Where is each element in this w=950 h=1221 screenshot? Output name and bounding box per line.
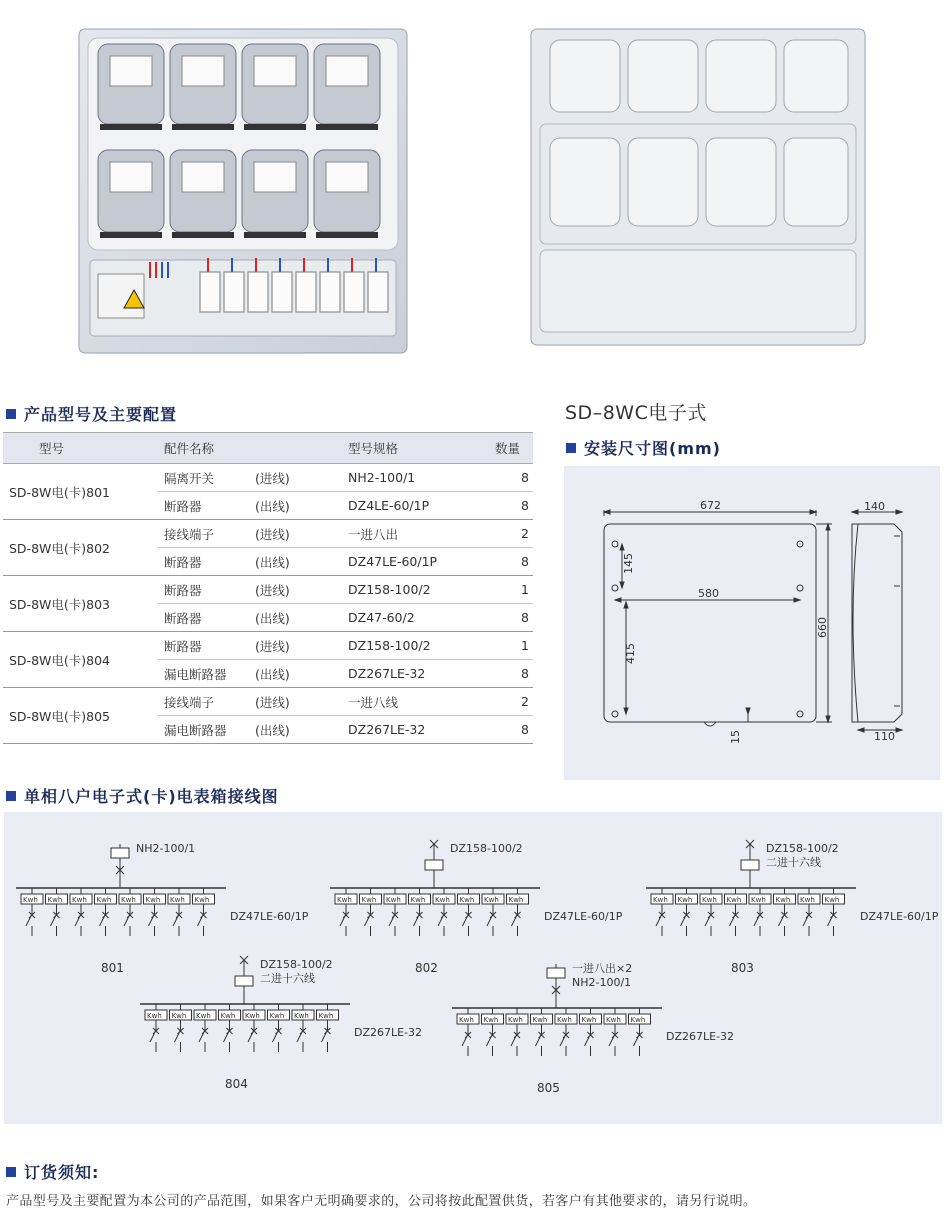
dir-cell: (出线) [249,604,342,632]
dir-cell: (出线) [249,548,342,576]
model-cell: SD-8W电(卡)804 [3,632,158,688]
part-cell: 隔离开关 [158,464,249,492]
dim-depth-label: 140 [864,500,885,513]
meter-label: Kwh [508,896,524,904]
part-cell: 接线端子 [158,520,249,548]
dim-hole-vertical-label: 415 [624,643,637,664]
meter-label: Kwh [318,1012,334,1020]
table-row [3,520,533,548]
qty-cell: 8 [489,548,533,576]
breaker-symbol [235,976,253,986]
branch-device-label: DZ47LE-60/1P [544,910,623,923]
meter-label: Kwh [196,1012,211,1020]
meter-label: Kwh [508,1016,523,1024]
diagram-id-label: 805 [537,1081,560,1095]
col-header-part: 配件名称 [158,433,249,464]
table-header-row [3,433,533,464]
table-row [3,464,533,492]
dir-cell: (进线) [249,464,342,492]
meter-label: Kwh [483,1016,499,1024]
spec-cell: DZ47-60/2 [342,604,489,632]
section-marker-icon [6,1167,16,1177]
meter-label: Kwh [630,1016,646,1024]
main-device-label: 二进十六线 [260,972,315,985]
spec-cell: DZ267LE-32 [342,660,489,688]
main-device-label: NH2-100/1 [136,842,196,855]
dir-cell: (出线) [249,716,342,744]
branch-device-label: DZ267LE-32 [354,1026,423,1039]
product-photo-cover [530,28,866,346]
col-header-spec: 型号规格 [342,433,489,464]
meter-label: Kwh [72,896,87,904]
dimension-drawing [564,466,940,780]
isolator-symbol [547,968,565,978]
meter-label: Kwh [145,896,161,904]
spec-cell: DZ158-100/2 [342,632,489,660]
meter-label: Kwh [484,896,499,904]
model-cell: SD-8W电(卡)805 [3,688,158,744]
spec-cell: DZ4LE-60/1P [342,492,489,520]
product-photo-open [78,28,408,354]
main-device-label: NH2-100/1 [572,976,632,989]
model-cell: SD-8W电(卡)801 [3,464,158,520]
isolator-symbol [111,848,129,858]
dir-cell: (出线) [249,492,342,520]
meter-label: Kwh [751,896,766,904]
part-cell: 漏电断路器 [158,660,249,688]
qty-cell: 8 [489,464,533,492]
dim-bottom-offset-label: 15 [729,730,742,744]
meter-label: Kwh [581,1016,597,1024]
meter-label: Kwh [459,1016,474,1024]
qty-cell: 8 [489,660,533,688]
dim-width-label: 672 [700,499,721,512]
main-device-label: DZ158-100/2 [450,842,523,855]
section-marker-icon [6,791,16,801]
meter-label: Kwh [532,1016,548,1024]
breaker-symbol [741,860,759,870]
meter-label: Kwh [775,896,791,904]
meter-label: Kwh [459,896,475,904]
meter-label: Kwh [702,896,717,904]
qty-cell: 8 [489,716,533,744]
spec-cell: NH2-100/1 [342,464,489,492]
qty-cell: 8 [489,492,533,520]
diagram-id-label: 802 [415,961,438,975]
meter-label: Kwh [294,1012,309,1020]
qty-cell: 2 [489,520,533,548]
meter-label: Kwh [653,896,668,904]
meter-label: Kwh [435,896,450,904]
spec-cell: 一进八出 [342,520,489,548]
section-marker-icon [566,443,576,453]
meter-label: Kwh [171,1012,187,1020]
spec-cell: 一进八线 [342,688,489,716]
table-body [3,464,533,744]
dim-hole-span-label: 580 [698,587,719,600]
meter-label: Kwh [557,1016,572,1024]
table-row [3,688,533,716]
meter-label: Kwh [606,1016,621,1024]
meter-label: Kwh [361,896,377,904]
part-cell: 断路器 [158,632,249,660]
meter-label: Kwh [47,896,63,904]
meter-label: Kwh [245,1012,260,1020]
main-device-label: 二进十六线 [766,856,821,869]
front-outline [604,524,816,722]
dim-side-depth-label: 110 [874,730,895,743]
qty-cell: 8 [489,604,533,632]
col-header-model: 型号 [3,433,158,464]
qty-cell: 1 [489,576,533,604]
meter-label: Kwh [337,896,352,904]
dir-cell: (出线) [249,660,342,688]
dir-cell: (进线) [249,632,342,660]
col-header-dir [249,433,342,464]
meter-label: Kwh [386,896,401,904]
spec-cell: DZ47LE-60/1P [342,548,489,576]
meter-label: Kwh [677,896,693,904]
qty-cell: 1 [489,632,533,660]
diagram-id-label: 804 [225,1077,248,1091]
diagram-id-label: 803 [731,961,754,975]
dimension-section-title: 安装尺寸图(mm) [566,436,721,459]
meter-label: Kwh [800,896,815,904]
spec-cell: DZ158-100/2 [342,576,489,604]
model-cell: SD-8W电(卡)803 [3,576,158,632]
branch-device-label: DZ47LE-60/1P [860,910,939,923]
part-cell: 断路器 [158,492,249,520]
meter-label: Kwh [147,1012,162,1020]
section-marker-icon [6,409,16,419]
part-cell: 断路器 [158,576,249,604]
meter-label: Kwh [269,1012,285,1020]
order-note-text: 产品型号及主要配置为本公司的产品范围，如果客户无明确要求的，公司将按此配置供货，若客户有其他要求的，请另行说明。 [6,1194,757,1209]
meter-label: Kwh [824,896,840,904]
main-device-label: 一进八出×2 [572,962,633,975]
mounting-holes [612,541,803,717]
main-device-label: DZ158-100/2 [766,842,839,855]
table-row [3,576,533,604]
meter-label: Kwh [121,896,136,904]
diagram-id-label: 801 [101,961,124,975]
branch-device-label: DZ267LE-32 [666,1030,735,1043]
meter-label: Kwh [23,896,38,904]
part-cell: 断路器 [158,548,249,576]
meter-label: Kwh [96,896,112,904]
spec-table [3,432,533,744]
spec-section-title: 产品型号及主要配置 [6,402,177,425]
dir-cell: (进线) [249,688,342,716]
part-cell: 接线端子 [158,688,249,716]
col-header-qty: 数量 [489,433,533,464]
dir-cell: (进线) [249,576,342,604]
main-device-label: DZ158-100/2 [260,958,333,971]
meter-label: Kwh [410,896,426,904]
branch-device-label: DZ47LE-60/1P [230,910,309,923]
model-subtitle: SD–8WC电子式 [565,402,707,424]
meter-label: Kwh [194,896,210,904]
part-cell: 漏电断路器 [158,716,249,744]
dim-top-offset-label: 145 [622,553,635,574]
dir-cell: (进线) [249,520,342,548]
meter-label: Kwh [170,896,185,904]
qty-cell: 2 [489,688,533,716]
wiring-section-title: 单相八户电子式(卡)电表箱接线图 [6,784,279,807]
wiring-diagrams [0,812,950,1124]
part-cell: 断路器 [158,604,249,632]
meter-label: Kwh [726,896,742,904]
order-section-title: 订货须知: [6,1160,99,1183]
meter-label: Kwh [220,1012,236,1020]
model-cell: SD-8W电(卡)802 [3,520,158,576]
table-row [3,632,533,660]
dim-height-label: 660 [816,617,829,638]
breaker-symbol [425,860,443,870]
spec-cell: DZ267LE-32 [342,716,489,744]
side-outline [852,524,902,722]
